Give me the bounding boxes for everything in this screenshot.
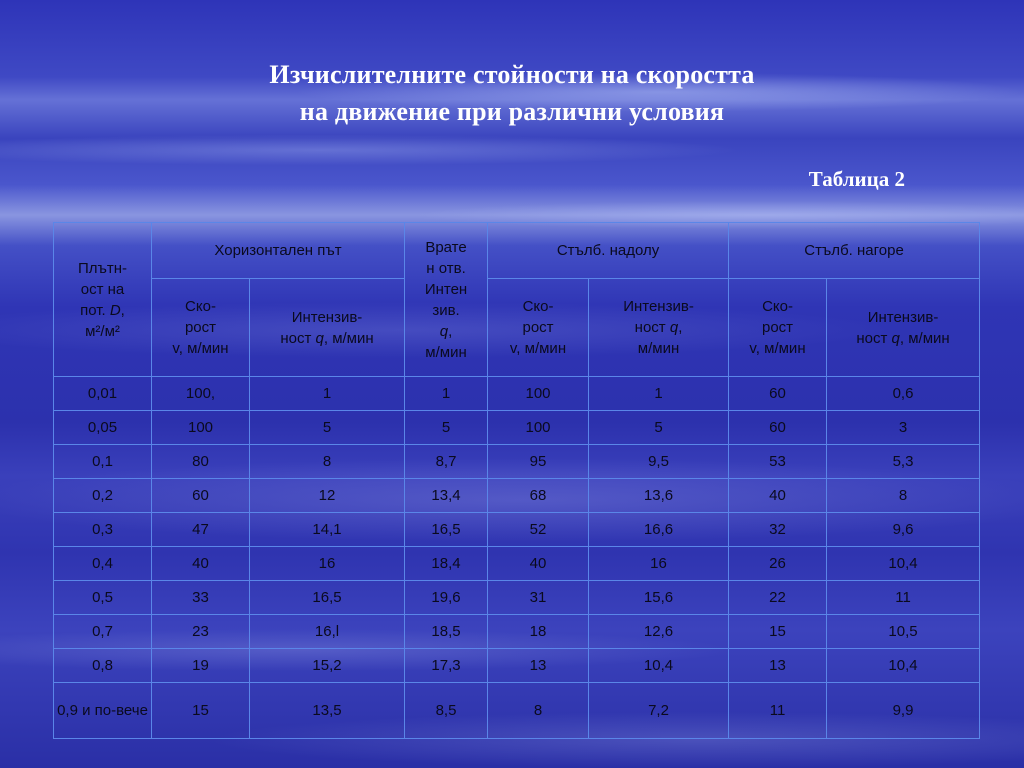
cell-speed-down: 95 <box>488 445 589 479</box>
cell-speed-horizontal: 47 <box>152 513 250 547</box>
cell-speed-down: 40 <box>488 547 589 581</box>
cell-intensity-door: 16,5 <box>405 513 488 547</box>
cell-intensity-down: 15,6 <box>589 581 729 615</box>
cell-density: 0,2 <box>54 479 152 513</box>
cell-intensity-up: 10,4 <box>827 649 980 683</box>
header-intensity-up: Интензив- ност q, м/мин <box>827 279 980 377</box>
table-row <box>54 479 980 513</box>
cell-intensity-up: 10,4 <box>827 547 980 581</box>
table-row <box>54 411 980 445</box>
cell-speed-horizontal: 33 <box>152 581 250 615</box>
cell-intensity-horizontal: 14,1 <box>250 513 405 547</box>
cell-intensity-horizontal: 8 <box>250 445 405 479</box>
cell-speed-down: 13 <box>488 649 589 683</box>
cell-intensity-down: 13,6 <box>589 479 729 513</box>
cell-speed-horizontal: 100, <box>152 377 250 411</box>
cell-intensity-up: 3 <box>827 411 980 445</box>
table-header-row-1 <box>54 223 980 279</box>
header-horizontal-path: Хоризонтален път <box>152 223 405 279</box>
table-row <box>54 615 980 649</box>
header-stairs-up: Стълб. нагоре <box>729 223 980 279</box>
cell-intensity-horizontal: 15,2 <box>250 649 405 683</box>
table-row <box>54 649 980 683</box>
table-row <box>54 445 980 479</box>
cell-intensity-horizontal: 13,5 <box>250 683 405 739</box>
header-speed-up: Ско- рост v, м/мин <box>729 279 827 377</box>
table-row <box>54 547 980 581</box>
cell-intensity-down: 9,5 <box>589 445 729 479</box>
cell-speed-down: 8 <box>488 683 589 739</box>
cell-speed-up: 40 <box>729 479 827 513</box>
cell-intensity-horizontal: 12 <box>250 479 405 513</box>
cell-speed-horizontal: 60 <box>152 479 250 513</box>
cell-intensity-horizontal: 16,5 <box>250 581 405 615</box>
cell-density: 0,1 <box>54 445 152 479</box>
cell-intensity-down: 16 <box>589 547 729 581</box>
table-row <box>54 513 980 547</box>
cell-density: 0,8 <box>54 649 152 683</box>
cell-intensity-up: 10,5 <box>827 615 980 649</box>
table-row <box>54 683 980 739</box>
slide-title <box>0 56 1024 130</box>
cell-speed-up: 15 <box>729 615 827 649</box>
cell-intensity-down: 10,4 <box>589 649 729 683</box>
cell-intensity-door: 18,5 <box>405 615 488 649</box>
cell-intensity-door: 18,4 <box>405 547 488 581</box>
cell-intensity-horizontal: 16 <box>250 547 405 581</box>
header-intensity-horizontal: Интензив- ност q, м/мин <box>250 279 405 377</box>
cell-intensity-down: 12,6 <box>589 615 729 649</box>
cell-intensity-door: 5 <box>405 411 488 445</box>
cell-intensity-up: 9,9 <box>827 683 980 739</box>
cell-intensity-door: 17,3 <box>405 649 488 683</box>
header-speed-down: Ско- рост v, м/мин <box>488 279 589 377</box>
cell-speed-down: 100 <box>488 411 589 445</box>
header-intensity-down: Интензив- ност q, м/мин <box>589 279 729 377</box>
cell-intensity-door: 13,4 <box>405 479 488 513</box>
cell-density: 0,3 <box>54 513 152 547</box>
cell-speed-horizontal: 15 <box>152 683 250 739</box>
cell-speed-up: 32 <box>729 513 827 547</box>
cell-density: 0,9 и по-вече <box>54 683 152 739</box>
table-row <box>54 581 980 615</box>
cell-intensity-up: 5,3 <box>827 445 980 479</box>
density-line-3: пот. D, <box>80 301 125 319</box>
cell-intensity-up: 9,6 <box>827 513 980 547</box>
cell-density: 0,01 <box>54 377 152 411</box>
cell-speed-horizontal: 23 <box>152 615 250 649</box>
cell-density: 0,05 <box>54 411 152 445</box>
cell-intensity-up: 0,6 <box>827 377 980 411</box>
header-door-opening: Врате н отв. Интен зив. q, м/мин <box>405 223 488 377</box>
cell-speed-horizontal: 80 <box>152 445 250 479</box>
title-line-2: на движение при различни условия <box>299 97 725 126</box>
cell-intensity-horizontal: 5 <box>250 411 405 445</box>
cell-speed-down: 18 <box>488 615 589 649</box>
cell-intensity-down: 7,2 <box>589 683 729 739</box>
cell-intensity-down: 16,6 <box>589 513 729 547</box>
door-q-symbol: q, <box>439 322 453 340</box>
cell-speed-up: 13 <box>729 649 827 683</box>
cell-intensity-door: 19,6 <box>405 581 488 615</box>
cell-intensity-door: 8,7 <box>405 445 488 479</box>
table-header-row-2 <box>54 279 980 377</box>
cell-speed-horizontal: 40 <box>152 547 250 581</box>
cell-intensity-down: 5 <box>589 411 729 445</box>
cell-speed-up: 22 <box>729 581 827 615</box>
cell-density: 0,5 <box>54 581 152 615</box>
cell-speed-down: 100 <box>488 377 589 411</box>
cell-speed-up: 53 <box>729 445 827 479</box>
cell-speed-up: 60 <box>729 411 827 445</box>
speed-table <box>53 222 980 739</box>
cell-speed-up: 26 <box>729 547 827 581</box>
cell-speed-up: 60 <box>729 377 827 411</box>
cell-intensity-up: 11 <box>827 581 980 615</box>
cell-intensity-horizontal: 16,l <box>250 615 405 649</box>
cell-speed-horizontal: 100 <box>152 411 250 445</box>
table-label: Таблица 2 <box>808 167 905 191</box>
cell-density: 0,7 <box>54 615 152 649</box>
cell-intensity-door: 8,5 <box>405 683 488 739</box>
header-density: Плътн- ост на пот. D, м²/м² <box>54 223 152 377</box>
cell-speed-horizontal: 19 <box>152 649 250 683</box>
cell-intensity-door: 1 <box>405 377 488 411</box>
cell-density: 0,4 <box>54 547 152 581</box>
cell-speed-down: 31 <box>488 581 589 615</box>
header-stairs-down: Стълб. надолу <box>488 223 729 279</box>
cell-speed-up: 11 <box>729 683 827 739</box>
cell-speed-down: 52 <box>488 513 589 547</box>
table-row <box>54 377 980 411</box>
cell-intensity-up: 8 <box>827 479 980 513</box>
cell-intensity-horizontal: 1 <box>250 377 405 411</box>
cell-speed-down: 68 <box>488 479 589 513</box>
cell-intensity-down: 1 <box>589 377 729 411</box>
title-line-1: Изчислителните стойности на скоростта <box>269 60 755 89</box>
header-speed-horizontal: Ско- рост v, м/мин <box>152 279 250 377</box>
